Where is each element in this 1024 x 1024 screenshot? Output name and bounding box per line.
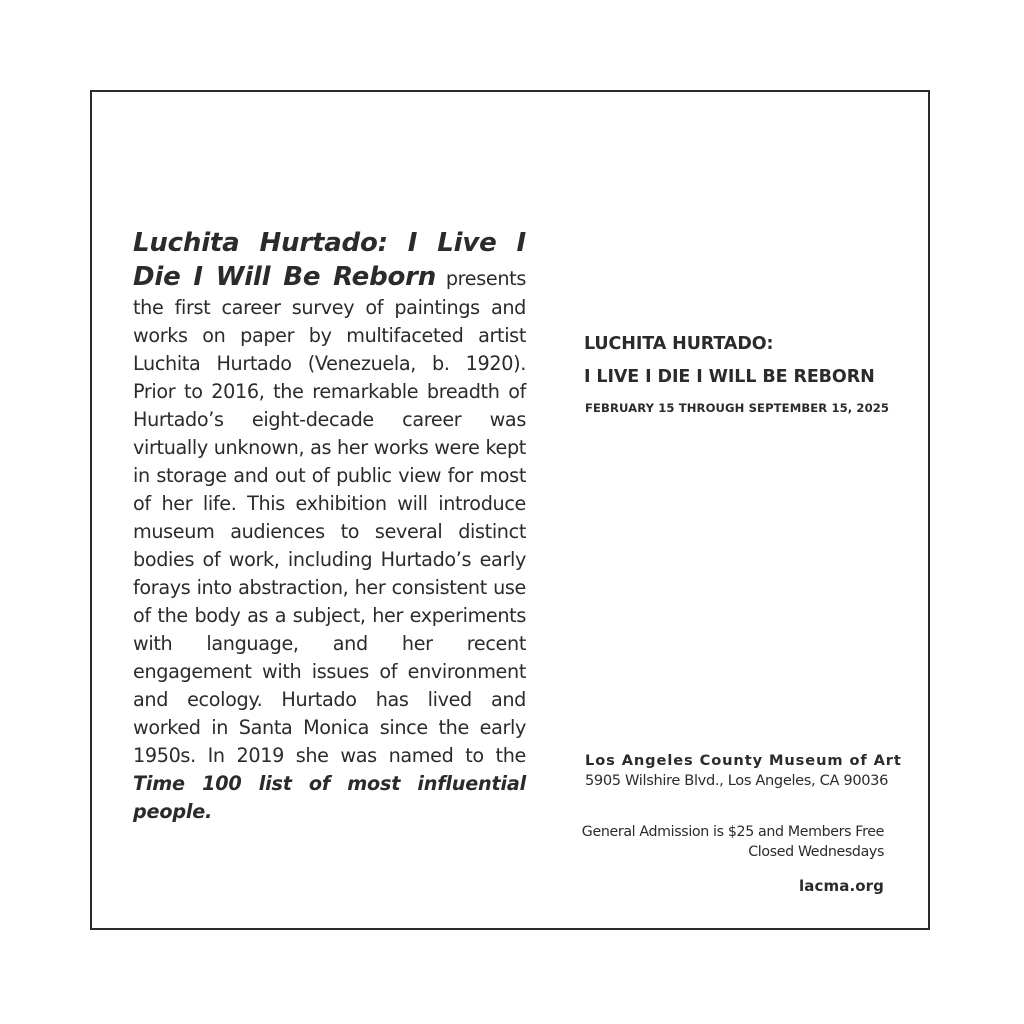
museum-address: 5905 Wilshire Blvd., Los Angeles, CA 90036 [585,772,889,789]
museum-name: Los Angeles County Museum of Art [585,752,902,769]
exhibition-dates: FEBRUARY 15 THROUGH SEPTEMBER 15, 2025 [585,401,890,415]
description-title: Luchita Hurtado: I Live I Die I Will Be Reborn [133,228,526,292]
admission-price: General Admission is $25 and Members Free [581,824,884,840]
website-link[interactable]: lacma.org [799,877,884,895]
closed-days: Closed Wednesdays [748,844,884,860]
description-paragraph [133,226,526,826]
admission-info [582,822,884,862]
description-highlight: Time 100 list of most influential people. [133,772,526,823]
exhibition-title-line1: LUCHITA HURTADO: [584,334,774,354]
description-text: presents the first career survey of paintings and works on paper by multifaceted artist Luchita Hurtado (Venezuela, b. 1920). Prior to 2016, the remarkable breadth of Hurtado’s eight-decade career was virtually unknown, as her works were kept in storage and out of public view for most of her life. This exhibition will introduce museum audiences to several distinct bodies of work, including Hurtado’s early forays into abstraction, her consistent use of the body as a subject, her experiments with language, and her recent engagement with issues of environment and ecology. Hurtado has lived and worked in Santa Monica since the early 1950s. In 2019 she was named to the [133,267,526,767]
exhibition-title-line2: I LIVE I DIE I WILL BE REBORN [584,367,875,387]
